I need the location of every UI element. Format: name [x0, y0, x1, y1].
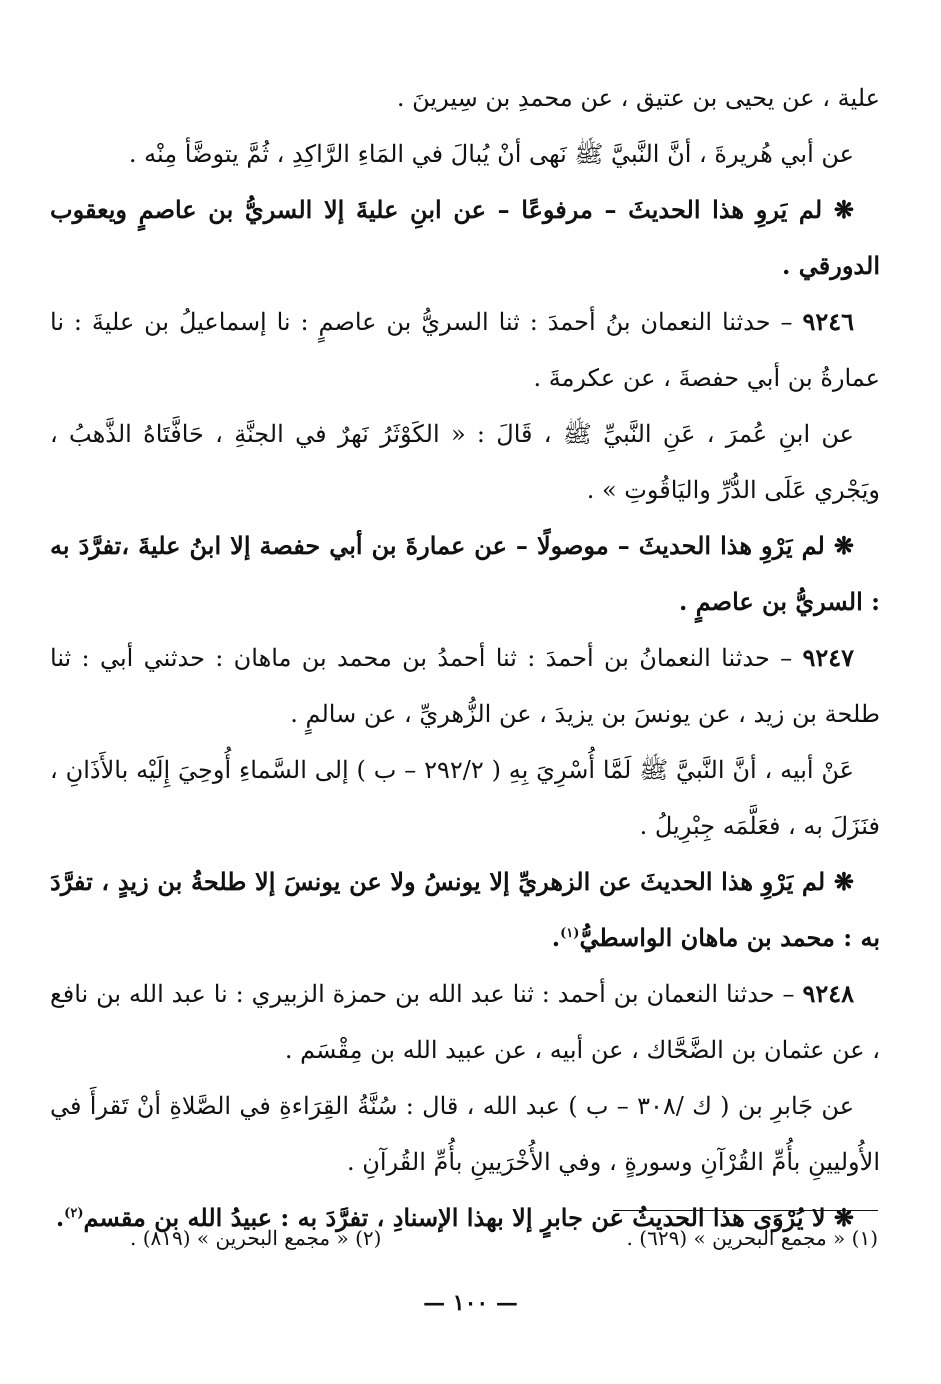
footnote-1: (١) « مجمع البحرين » (٦٢٩) . — [626, 1226, 878, 1250]
text-paragraph — [50, 126, 880, 182]
hadith-number: ٩٢٤٨ — [802, 979, 854, 1008]
paragraph-tail: . — [551, 923, 561, 952]
footnote-marker: (١) — [560, 926, 580, 941]
footnote-divider — [613, 1210, 878, 1211]
paragraph-text: عَنْ أبيه ، أنَّ النَّبيَّ ﷺ لَمَّا أُسْرِيَ بِهِ ( ٢٩٢/٢ – ب ) إلى السَّماءِ أُوحِيَ إِلَيْه بالأَذَانِ ، فنَزَلَ به ، فعَلَّمَه جِبْرِيلُ . — [50, 756, 880, 840]
hadith-number: ٩٢٤٧ — [802, 643, 854, 672]
paragraph-text: عن أبي هُريرةَ ، أنَّ النَّبيَّ ﷺ نَهى أنْ يُبالَ في المَاءِ الرَّاكِدِ ، ثُمَّ يتوضَّأ مِنْه . — [128, 140, 854, 168]
paragraph-text: – حدثنا النعمانُ بن أحمدَ : ثنا أحمدُ بن محمد بن ماهان : حدثني أبي : ثنا طلحة بن زيد ، عن يونسَ بن يزيدَ ، عن الزُّهريِّ ، عن سالمٍ . — [50, 644, 880, 728]
paragraph-text: – حدثنا النعمان بنُ أحمدَ : ثنا السريُّ بن عاصمٍ : نا إسماعيلُ بن عليةَ : نا عمارةُ بن أبي حفصةَ ، عن عكرمةَ . — [50, 308, 880, 392]
footnote-marker: (٢) — [64, 1206, 84, 1221]
page-number: — ١٠٠ — — [423, 1290, 518, 1316]
paragraph-text: ❋ لم يَرْوِ هذا الحديثَ عن الزهريِّ إلا يونسُ ولا عن يونسَ إلا طلحةُ بن زيدٍ ، تفرَّدَ به : محمد بن ماهان الواسطيُّ — [50, 867, 880, 952]
commentary-paragraph — [50, 854, 880, 966]
hadith-paragraph — [50, 630, 880, 742]
hadith-paragraph — [50, 294, 880, 406]
text-paragraph — [50, 406, 880, 518]
paragraph-tail: . — [55, 1203, 65, 1232]
text-paragraph — [50, 70, 880, 126]
hadith-number: ٩٢٤٦ — [802, 307, 854, 336]
paragraph-text: ❋ لم يَرْوِ هذا الحديثَ – موصولًا – عن عمارةَ بن أبي حفصة إلا ابنُ عليةَ ،تفرَّدَ به : السريُّ بن عاصمٍ . — [50, 531, 880, 616]
text-paragraph — [50, 742, 880, 854]
footnotes — [130, 1222, 878, 1254]
paragraph-text: ❋ لا يُرْوَى هذا الحديثُ عن جابرٍ إلا بهذا الإسنادِ ، تفرَّدَ به : عبيدُ الله بن مقسم — [83, 1203, 854, 1232]
paragraph-text: عن ابنِ عُمرَ ، عَنِ النَّبيِّ ﷺ ، قَالَ : « الكَوْثَرُ نَهرٌ في الجنَّةِ ، حَافَّتَاهُ الذَّهبُ ، ويَجْري عَلَى الدُّرِّ واليَاقُوتِ » . — [50, 420, 880, 504]
commentary-paragraph — [50, 182, 880, 294]
footnote-2: (٢) « مجمع البحرين » (٨١٩) . — [130, 1226, 382, 1250]
commentary-paragraph — [50, 518, 880, 630]
page-body — [50, 70, 880, 1246]
paragraph-text: ❋ لم يَروِ هذا الحديثَ – مرفوعًا – عن ابنِ عليةَ إلا السريُّ بن عاصمٍ ويعقوب الدورقي . — [50, 195, 880, 280]
text-paragraph — [50, 1078, 880, 1190]
paragraph-text: علية ، عن يحيى بن عتيق ، عن محمدِ بن سِيرينَ . — [396, 84, 880, 112]
hadith-paragraph — [50, 966, 880, 1078]
paragraph-text: عن جَابرِ بن ( ك /٣٠٨ – ب ) عبد الله ، قال : سُنَّةُ القِرَاءةِ في الصَّلاةِ أنْ تَقرأَ في الأُوليينِ بأُمِّ القُرْآنِ وسورةٍ ، وفي الأُخْرَيينِ بأُمِّ القُرآنِ . — [50, 1092, 880, 1176]
paragraph-text: – حدثنا النعمان بن أحمد : ثنا عبد الله بن حمزة الزبيري : نا عبد الله بن نافع ، عن عثمان بن الضَّحَّاك ، عن أبيه ، عن عبيد الله بن مِقْسَم . — [50, 980, 880, 1064]
